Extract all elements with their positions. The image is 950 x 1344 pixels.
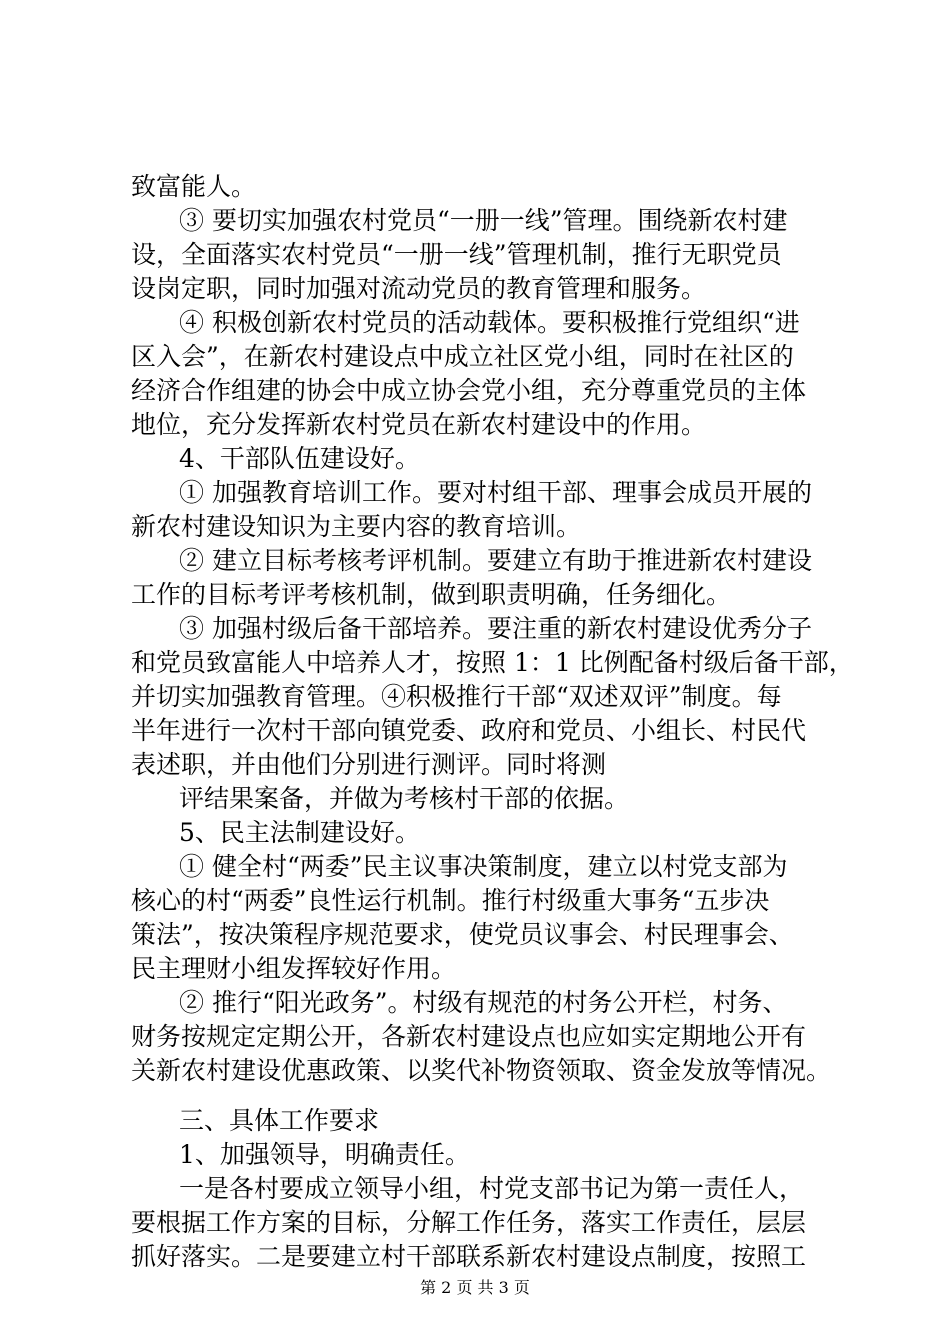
- text-line: 评结果案备，并做为考核村干部的依据。: [179, 784, 630, 813]
- text-line: 新农村建设知识为主要内容的教育培训。: [131, 512, 582, 541]
- text-line: 工作的目标考评考核机制，做到职责明确，任务细化。: [131, 580, 732, 609]
- text-line: ② 推行“阳光政务”。村级有规范的村务公开栏，村务、: [179, 988, 788, 1017]
- text-line: ① 加强教育培训工作。要对村组干部、理事会成员开展的: [179, 478, 812, 507]
- text-line: 核心的村“两委”良性运行机制。推行村级重大事务“五步决: [131, 886, 770, 915]
- text-line: 和党员致富能人中培养人才，按照 1：1 比例配备村级后备干部，: [131, 648, 854, 677]
- text-line: 经济合作组建的协会中成立协会党小组，充分尊重党员的主体: [131, 376, 807, 405]
- text-line: ① 健全村“两委”民主议事决策制度，建立以村党支部为: [179, 852, 788, 881]
- text-line: 关新农村建设优惠政策、以奖代补物资领取、资金发放等情况。: [131, 1056, 832, 1085]
- text-line: 致富能人。: [131, 172, 257, 201]
- text-line: 民主理财小组发挥较好作用。: [131, 954, 457, 983]
- text-line: ② 建立目标考核考评机制。要建立有助于推进新农村建设: [179, 546, 812, 575]
- text-line: 半年进行一次村干部向镇党委、政府和党员、小组长、村民代: [131, 716, 807, 745]
- text-line: 设岗定职，同时加强对流动党员的教育管理和服务。: [131, 274, 707, 303]
- text-line: 表述职，并由他们分别进行测评。同时将测: [131, 750, 607, 779]
- text-line: ③ 加强村级后备干部培养。要注重的新农村建设优秀分子: [179, 614, 812, 643]
- text-line: 并切实加强教育管理。④积极推行干部“双述双评”制度。每: [131, 682, 782, 711]
- text-line: 要根据工作方案的目标，分解工作任务，落实工作责任，层层: [131, 1208, 807, 1237]
- text-line: 抓好落实。二是要建立村干部联系新农村建设点制度，按照工: [131, 1242, 807, 1271]
- text-line: 策法”，按决策程序规范要求，使党员议事会、村民理事会、: [131, 920, 794, 949]
- text-line: 财务按规定定期公开，各新农村建设点也应如实定期地公开有: [131, 1022, 807, 1051]
- section-heading: 三、具体工作要求: [179, 1106, 380, 1135]
- section-heading: 5、民主法制建设好。: [179, 818, 420, 847]
- text-line: 一是各村要成立领导小组，村党支部书记为第一责任人，: [179, 1174, 805, 1203]
- page-number-footer: 第 2 页 共 3 页: [420, 1278, 530, 1297]
- text-line: ③ 要切实加强农村党员“一册一线”管理。围绕新农村建: [179, 206, 788, 235]
- text-line: 设，全面落实农村党员“一册一线”管理机制，推行无职党员: [131, 240, 782, 269]
- text-line: 地位，充分发挥新农村党员在新农村建设中的作用。: [131, 410, 707, 439]
- subsection-heading: 1、加强领导，明确责任。: [179, 1140, 470, 1169]
- section-heading: 4、干部队伍建设好。: [179, 444, 420, 473]
- text-line: ④ 积极创新农村党员的活动载体。要积极推行党组织“进: [179, 308, 800, 337]
- text-line: 区入会”，在新农村建设点中成立社区党小组，同时在社区的: [131, 342, 794, 371]
